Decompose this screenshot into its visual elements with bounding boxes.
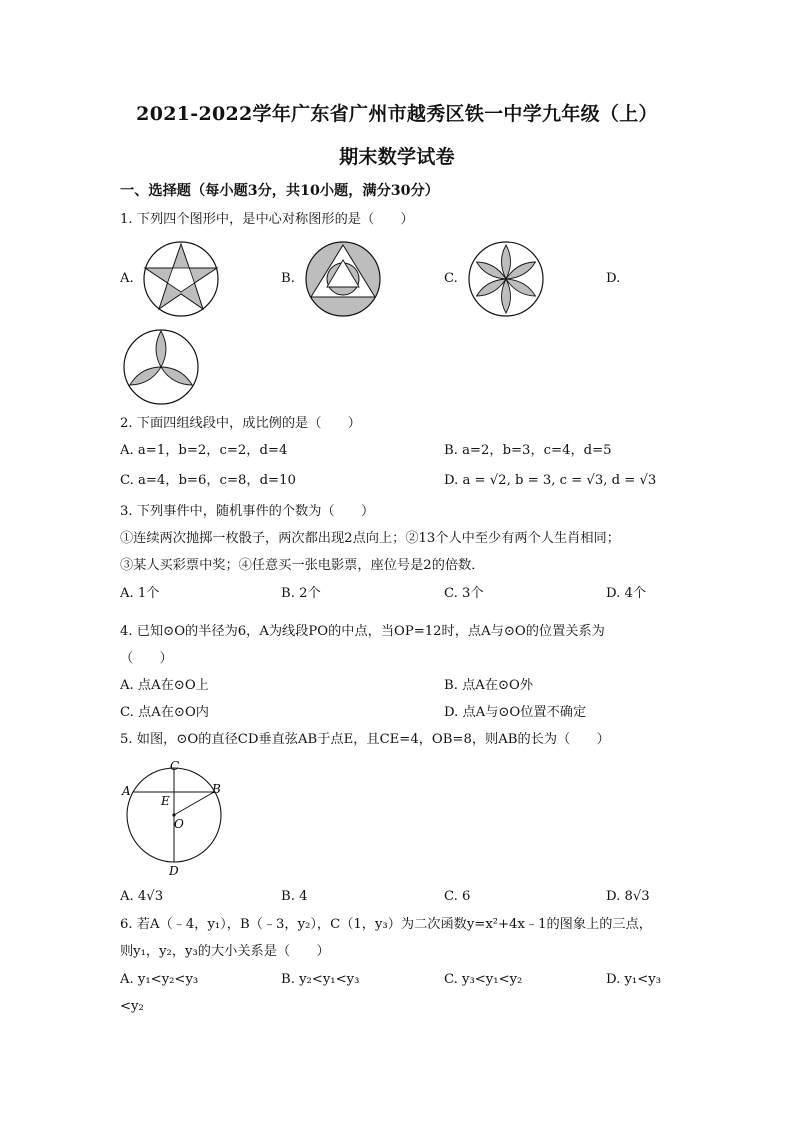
q5-stem: 5. 如图，⊙O的直径CD垂直弦AB于点E，且CE=4，OB=8，则AB的长为（ ） — [120, 732, 610, 747]
q4-stem: 4. 已知⊙O的半径为6，A为线段PO的中点，当OP=12时，点A与⊙O的位置关系为 — [120, 624, 605, 639]
q6-option-b: B. y₂<y₁<y₃ — [281, 972, 360, 987]
q6-option-d-continued: <y₂ — [120, 999, 144, 1014]
q2-option-b: B. a=2，b=3，c=4，d=5 — [444, 443, 612, 458]
label-c: C — [170, 759, 180, 773]
q3-option-d: D. 4个 — [606, 586, 647, 601]
q1-label-a: A. — [120, 271, 134, 286]
q2-option-d: D. a = √2, b = 3, c = √3, d = √3 — [444, 473, 657, 488]
q6-stem-line2: 则y₁，y₂，y₃的大小关系是（ ） — [120, 944, 330, 959]
label-o: O — [174, 817, 184, 831]
exam-title-line2: 期末数学试卷 — [339, 146, 455, 168]
q4-paren: （ ） — [120, 651, 173, 666]
exam-title-line1: 2021-2022学年广东省广州市越秀区铁一中学九年级（上） — [136, 103, 658, 125]
q6-option-d: D. y₁<y₃ — [606, 972, 662, 987]
q4-option-d: D. 点A与⊙O位置不确定 — [444, 705, 587, 720]
q3-option-c: C. 3个 — [444, 586, 484, 601]
figure-a-star — [141, 239, 221, 319]
q5-option-c: C. 6 — [444, 889, 471, 904]
section-heading: 一、选择题（每小题3分，共10小题，满分30分） — [120, 183, 439, 199]
q4-option-c: C. 点A在⊙O内 — [120, 705, 209, 720]
label-b: B — [212, 782, 221, 796]
q4-option-b: B. 点A在⊙O外 — [444, 678, 534, 693]
q3-stem: 3. 下列事件中，随机事件的个数为（ ） — [120, 504, 375, 519]
q3-option-a: A. 1个 — [120, 586, 160, 601]
q1-stem: 1. 下列四个图形中，是中心对称图形的是（ ） — [120, 212, 414, 227]
q1-label-b: B. — [281, 271, 295, 286]
q6-option-a: A. y₁<y₂<y₃ — [120, 972, 199, 987]
q2-stem: 2. 下面四组线段中，成比例的是（ ） — [120, 416, 361, 431]
q6-option-c: C. y₃<y₁<y₂ — [444, 972, 523, 987]
q5-option-b: B. 4 — [281, 889, 308, 904]
q4-option-a: A. 点A在⊙O上 — [120, 678, 209, 693]
figure-c-petals — [466, 239, 546, 319]
label-a: A — [122, 784, 131, 798]
q5-circle-figure — [118, 757, 228, 879]
q3-line2: ③某人买彩票中奖；④任意买一张电影票，座位号是2的倍数． — [120, 558, 485, 573]
q5-option-d: D. 8√3 — [606, 889, 650, 904]
q3-option-b: B. 2个 — [281, 586, 321, 601]
label-d: D — [169, 864, 179, 878]
q6-stem-line1: 6. 若A（﹣4，y₁），B（﹣3，y₂），C（1，y₃）为二次函数y=x²+4x﹣1的图象上的三点， — [120, 917, 652, 932]
q2-option-c: C. a=4，b=6，c=8，d=10 — [120, 473, 296, 488]
q5-option-a: A. 4√3 — [120, 889, 164, 904]
figure-b-triangle — [303, 239, 383, 319]
q2-option-a: A. a=1，b=2，c=2，d=4 — [120, 443, 288, 458]
q1-label-c: C. — [444, 271, 458, 286]
label-e: E — [161, 794, 170, 808]
q3-line1: ①连续两次抛掷一枚骰子，两次都出现2点向上；②13个人中至少有两个人生肖相同； — [120, 531, 620, 546]
q1-label-d: D. — [606, 271, 621, 286]
figure-d-three-petals — [121, 327, 201, 407]
